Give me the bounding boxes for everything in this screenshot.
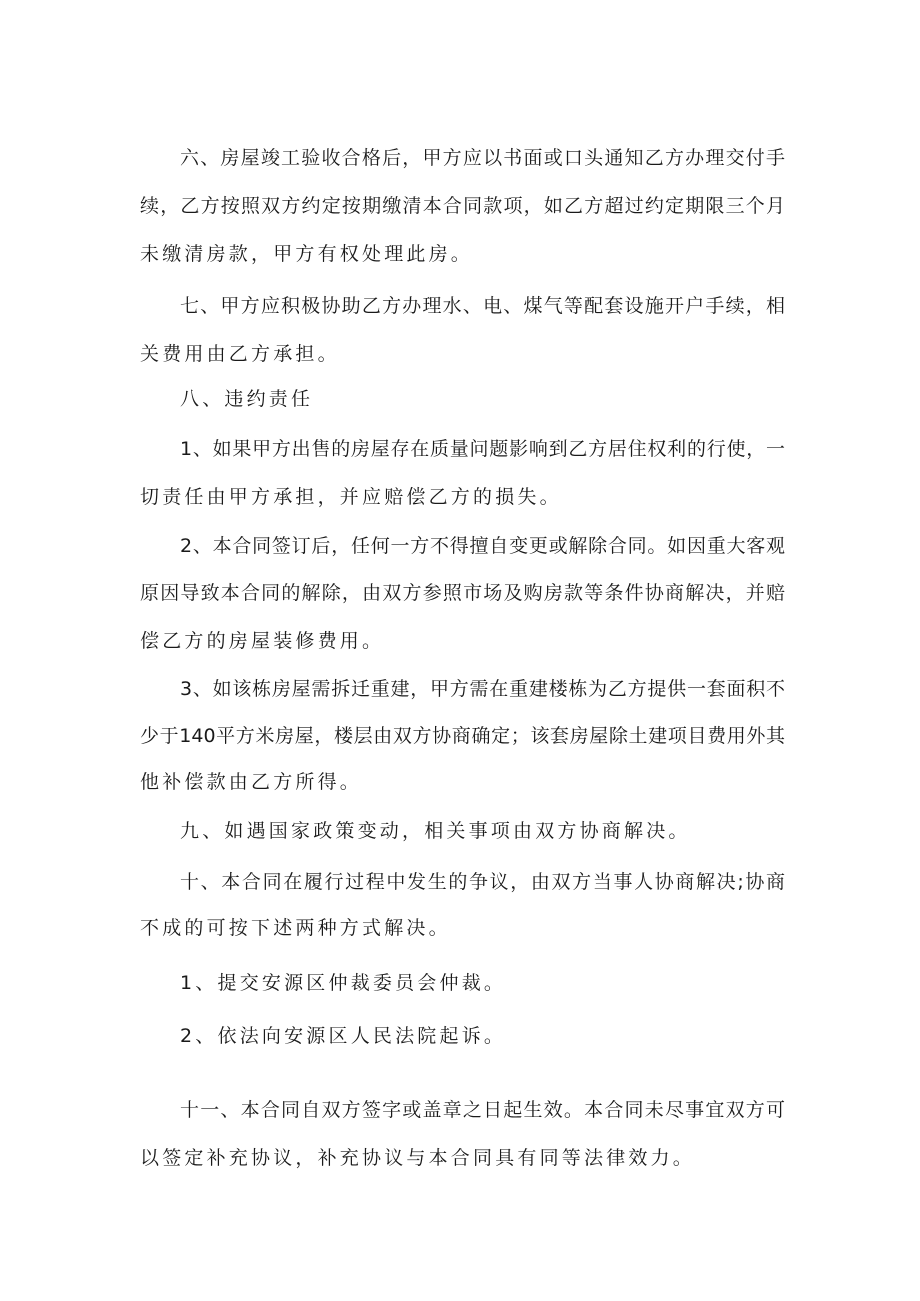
clause-6-line-3: 未缴清房款，甲方有权处理此房。	[140, 243, 474, 265]
clause-6-line-1: 六、房屋竣工验收合格后，甲方应以书面或口头通知乙方办理交付手	[180, 147, 785, 169]
clause-8-1-line-1: 1、如果甲方出售的房屋存在质量问题影响到乙方居住权利的行使，一	[180, 438, 785, 460]
clause-11-line-1: 十一、本合同自双方签字或盖章之日起生效。本合同未尽事宜双方可	[180, 1099, 785, 1121]
clause-11-line-2: 以签定补充协议，补充协议与本合同具有同等法律效力。	[140, 1147, 696, 1169]
clause-8-1-line-2: 切责任由甲方承担，并应赔偿乙方的损失。	[140, 486, 562, 508]
clause-8-2-line-3: 偿乙方的房屋装修费用。	[140, 630, 385, 652]
clause-8-3-line-2: 少于140平方米房屋，楼层由双方协商确定；该套房屋除土建项目费用外其	[140, 725, 785, 747]
clause-8-3-line-3: 他补偿款由乙方所得。	[140, 771, 363, 793]
clause-9-line-1: 九、如遇国家政策变动，相关事项由双方协商解决。	[180, 820, 691, 842]
clause-8-3-line-1: 3、如该栋房屋需拆迁重建，甲方需在重建楼栋为乙方提供一套面积不	[180, 678, 785, 700]
clause-7-line-2: 关费用由乙方承担。	[140, 343, 340, 365]
clause-8-heading: 八、违约责任	[180, 388, 314, 410]
clause-10-1-line-1: 1、提交安源区仲裁委员会仲裁。	[180, 972, 507, 994]
clause-10-line-2: 不成的可按下述两种方式解决。	[140, 917, 451, 939]
clause-8-2-line-1: 2、本合同签订后，任何一方不得擅自变更或解除合同。如因重大客观	[180, 535, 785, 557]
clause-10-2-line-1: 2、依法向安源区人民法院起诉。	[180, 1025, 507, 1047]
clause-7-line-1: 七、甲方应积极协助乙方办理水、电、煤气等配套设施开户手续，相	[180, 295, 785, 317]
clause-6-line-2: 续，乙方按照双方约定按期缴清本合同款项，如乙方超过约定期限三个月	[140, 195, 785, 217]
clause-10-line-1: 十、本合同在履行过程中发生的争议，由双方当事人协商解决;协商	[180, 871, 785, 893]
clause-8-2-line-2: 原因导致本合同的解除，由双方参照市场及购房款等条件协商解决，并赔	[140, 582, 785, 604]
